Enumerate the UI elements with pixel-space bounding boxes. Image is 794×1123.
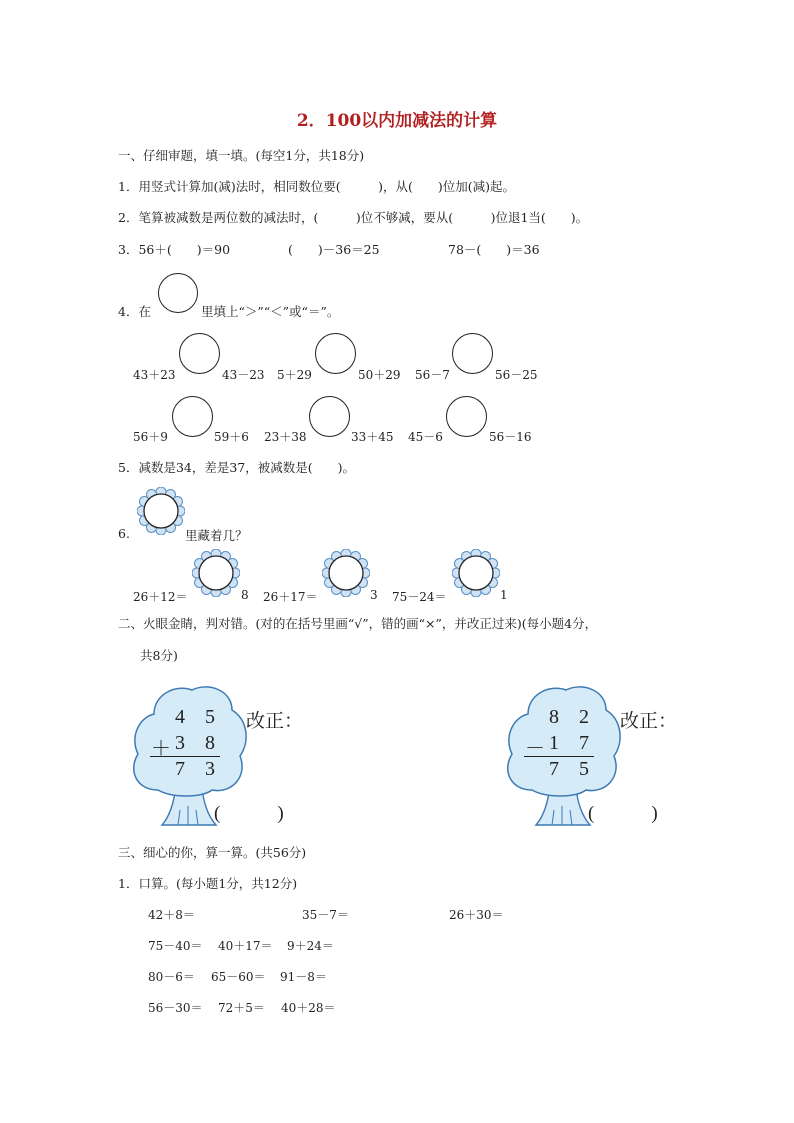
question-5: 5．减数是34，差是37，被减数是( )。 [118,460,356,475]
compare-right: 50＋29 [358,368,401,382]
difference-line [524,756,594,757]
section1-heading: 一、仔细审题，填一填。(每空1分，共18分) [118,148,365,163]
flower-icon[interactable] [452,549,500,597]
oral-calc-item: 40＋28＝ [281,1001,336,1015]
vertical-digit: 4 [175,706,185,728]
oral-calc-item: 56－30＝ [148,1001,203,1015]
flower-icon[interactable] [192,549,240,597]
hidden-equation-left: 26＋17＝ [263,590,318,604]
answer-circle-icon [158,273,198,313]
vertical-digit: 8 [549,706,559,728]
hidden-equation-right: 3 [370,588,378,602]
question-6-suffix: 里藏着几？ [185,528,248,543]
compare-left: 5＋29 [277,368,312,382]
compare-circle[interactable] [179,333,220,374]
hidden-equation-right: 1 [500,588,508,602]
operator-plus: ＋ [151,738,171,760]
compare-circle[interactable] [452,333,493,374]
oral-calc-item: 26＋30＝ [449,908,504,922]
correction-label: 改正： [246,711,304,732]
compare-right: 59＋6 [214,430,249,444]
section3-sub1: 1．口算。(每小题1分，共12分) [118,876,298,891]
question-4-prefix: 4．在 [118,304,151,319]
question-3b: ( )－36＝25 [288,242,380,257]
compare-left: 56－7 [415,368,450,382]
operator-minus: － [525,738,545,760]
vertical-digit: 5 [579,758,589,780]
vertical-digit: 2 [579,706,589,728]
oral-calc-item: 42＋8＝ [148,908,195,922]
vertical-digit: 7 [579,732,589,754]
oral-calc-item: 35－7＝ [302,908,349,922]
compare-right: 56－16 [489,430,532,444]
compare-right: 43－23 [222,368,265,382]
vertical-digit: 3 [205,758,215,780]
hidden-equation-right: 8 [241,588,249,602]
question-3a: 3．56＋( )＝90 [118,242,231,257]
hidden-equation-left: 26＋12＝ [133,590,188,604]
vertical-digit: 7 [175,758,185,780]
question-6-prefix: 6. [118,526,130,541]
compare-right: 33＋45 [351,430,394,444]
vertical-digit: 3 [175,732,185,754]
vertical-digit: 5 [205,706,215,728]
compare-circle[interactable] [315,333,356,374]
vertical-digit: 8 [205,732,215,754]
oral-calc-item: 72＋5＝ [218,1001,265,1015]
question-2: 2．笔算被减数是两位数的减法时，( )位不够减，要从( )位退1当( )。 [118,210,589,225]
judgment-paren[interactable]: ( ) [214,803,284,824]
oral-calc-item: 65－60＝ [211,970,266,984]
vertical-digit: 1 [549,732,559,754]
oral-calc-item: 91－8＝ [280,970,327,984]
section2-heading-line2: 共8分) [140,648,178,663]
compare-circle[interactable] [309,396,350,437]
compare-circle[interactable] [172,396,213,437]
oral-calc-item: 80－6＝ [148,970,195,984]
judgment-paren[interactable]: ( ) [588,803,658,824]
section3-heading: 三、细心的你，算一算。(共56分) [118,845,307,860]
compare-left: 45－6 [408,430,443,444]
oral-calc-item: 75－40＝ [148,939,203,953]
section2-heading-line1: 二、火眼金睛，判对错。(对的在括号里画“√”，错的画“×”，并改正过来)(每小题4分， [118,616,598,631]
question-3c: 78－( )＝36 [448,242,540,257]
question-4-suffix: 里填上“＞”“＜”或“＝”。 [201,304,340,319]
question-1: 1．用竖式计算加(减)法时，相同数位要( )，从( )位加(减)起。 [118,179,515,194]
compare-left: 23＋38 [264,430,307,444]
flower-icon [137,487,185,535]
sum-line [150,756,220,757]
vertical-digit: 7 [549,758,559,780]
oral-calc-item: 40＋17＝ [218,939,273,953]
oral-calc-item: 9＋24＝ [287,939,334,953]
compare-left: 56＋9 [133,430,168,444]
compare-right: 56－25 [495,368,538,382]
hidden-equation-left: 75－24＝ [392,590,447,604]
compare-left: 43＋23 [133,368,176,382]
page-title: 2．100以内加减法的计算 [296,111,498,131]
correction-label: 改正： [620,711,678,732]
compare-circle[interactable] [446,396,487,437]
flower-icon[interactable] [322,549,370,597]
